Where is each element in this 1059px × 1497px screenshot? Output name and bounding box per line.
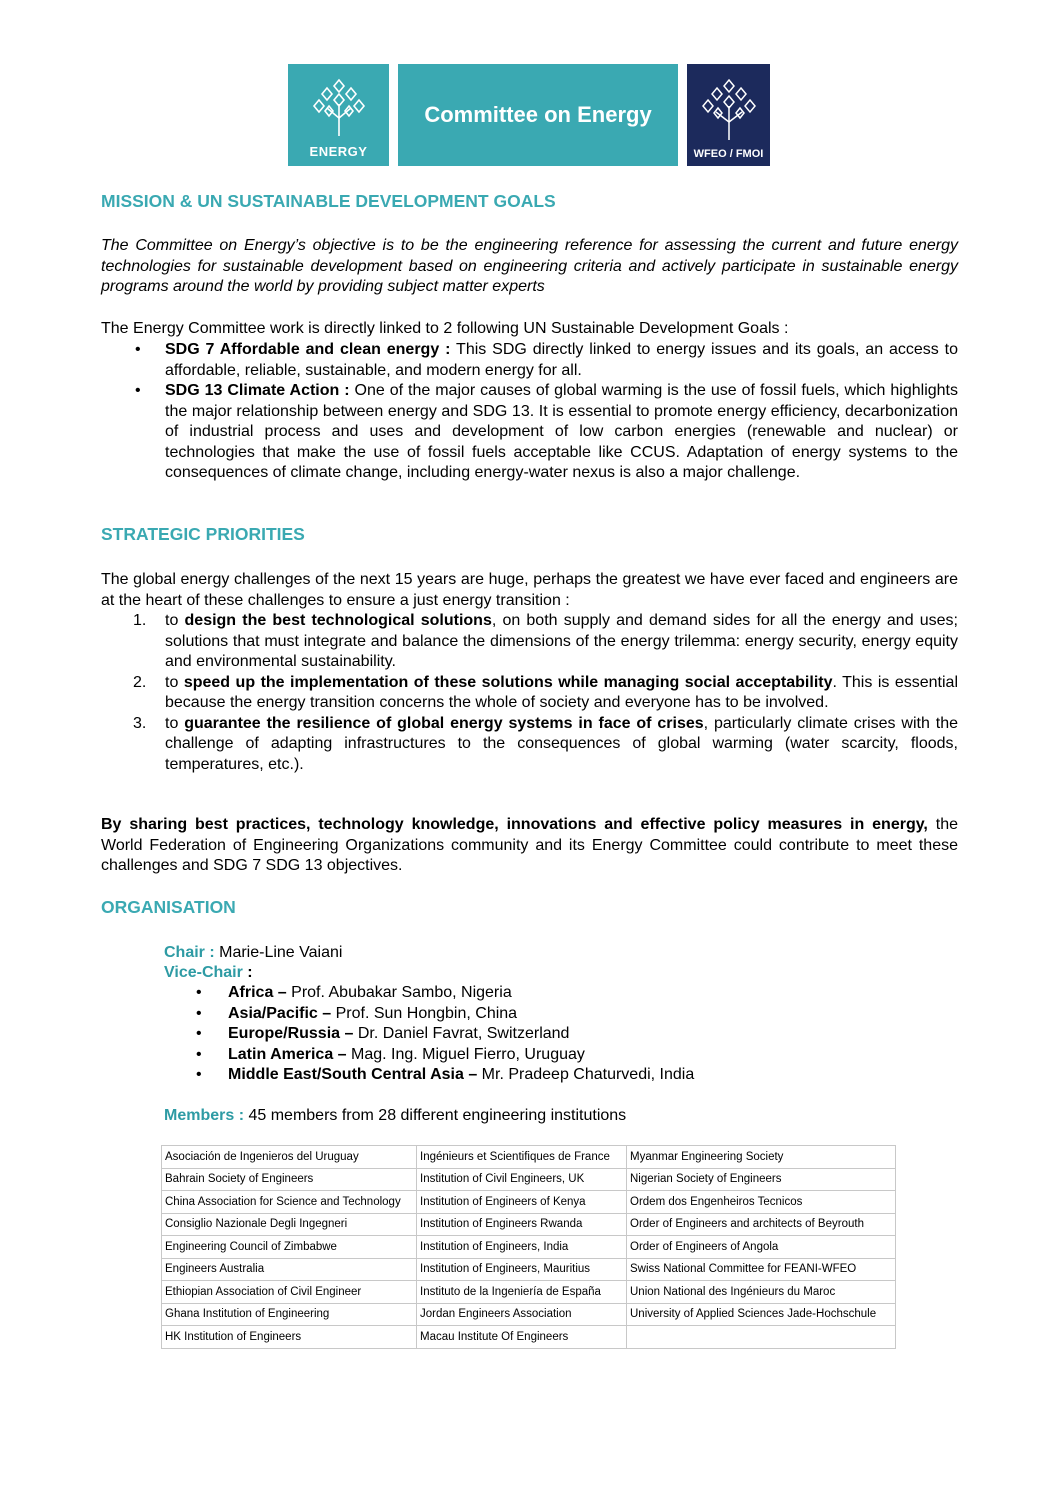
table-row xyxy=(162,1168,896,1191)
table-row xyxy=(162,1303,896,1326)
sdg-text: This SDG directly linked to energy issues and its goals, an access to affordable, reliable, sustainable, and modern energy for all. xyxy=(165,341,959,379)
priority-bold: speed up the implementation of these solutions while managing social acceptability xyxy=(183,673,833,691)
chair-name: Marie-Line Vaiani xyxy=(214,944,343,961)
table-cell: Institution of Engineers of Kenya xyxy=(417,1191,627,1214)
table-cell xyxy=(627,1326,896,1349)
vice-chair-line xyxy=(164,963,958,984)
vice-chair-item xyxy=(228,1004,1059,1025)
strategic-intro: The global energy challenges of the next 15 years are huge, perhaps the greatest we have ever faced and engineers are at the heart of these challenges to ensure a just energy transition : xyxy=(101,571,958,609)
table-cell: Ghana Institution of Engineering xyxy=(162,1303,417,1326)
sdg-item xyxy=(165,340,958,381)
energy-logo xyxy=(288,64,389,166)
mission-heading: MISSION & UN SUSTAINABLE DEVELOPMENT GOALS xyxy=(101,191,556,211)
vice-chair-item xyxy=(228,1024,1059,1045)
table-row xyxy=(162,1146,896,1169)
table-cell: Macau Institute Of Engineers xyxy=(417,1326,627,1349)
table-cell: Ordem dos Engenheiros Tecnicos xyxy=(627,1191,896,1214)
members-text: 45 members from 28 different engineering institutions xyxy=(244,1107,627,1124)
table-row xyxy=(162,1236,896,1259)
members-table xyxy=(161,1145,896,1349)
priority-pre: to xyxy=(165,612,185,629)
table-cell: Nigerian Society of Engineers xyxy=(627,1168,896,1191)
vice-region: Latin America – xyxy=(228,1045,347,1063)
priority-item xyxy=(133,611,959,673)
closing-bold: By sharing best practices, technology knowledge, innovations and effective policy measures in energy, xyxy=(101,816,928,833)
energy-logo-label: ENERGY xyxy=(309,144,368,159)
vice-region: Europe/Russia – xyxy=(228,1025,354,1042)
header-banner xyxy=(288,64,770,166)
priority-bold: design the best technological solutions xyxy=(184,612,492,629)
table-cell: China Association for Science and Technology xyxy=(162,1191,417,1214)
table-row xyxy=(162,1326,896,1349)
table-cell: Union National des Ingénieurs du Maroc xyxy=(627,1281,896,1304)
table-cell: Engineers Australia xyxy=(162,1258,417,1281)
vice-chair-item xyxy=(228,983,1059,1004)
table-cell: Institution of Engineers, Mauritius xyxy=(417,1258,627,1281)
sdg-title: SDG 13 Climate Action : xyxy=(165,382,350,399)
mission-objective: The Committee on Energy’s objective is to be the engineering reference for assessing the current and future energy technologies for sustainable development based on engineering criteria and actively participate in sustainable energy programs around the world by providing subject matter experts xyxy=(101,237,958,295)
closing-paragraph xyxy=(101,815,958,877)
priority-pre: to xyxy=(165,714,185,732)
table-cell: Institution of Civil Engineers, UK xyxy=(417,1168,627,1191)
vice-name: Mr. Pradeep Chaturvedi, India xyxy=(477,1066,695,1083)
table-cell: Ingénieurs et Scientifiques de France xyxy=(417,1146,627,1169)
table-cell: Order of Engineers and architects of Beyrouth xyxy=(627,1213,896,1236)
table-row xyxy=(162,1213,896,1236)
members-line xyxy=(164,1106,958,1127)
table-row xyxy=(162,1191,896,1214)
priority-text: , particularly climate crises with the challenge of adapting infrastructures to the consequences of global warming (water scarcity, floods, temperatures, etc.). xyxy=(165,714,959,773)
table-cell: University of Applied Sciences Jade-Hochschule xyxy=(627,1303,896,1326)
priority-bold: guarantee the resilience of global energy systems in face of crises xyxy=(184,714,704,732)
table-cell: Institution of Engineers Rwanda xyxy=(417,1213,627,1236)
priority-text: . This is essential because the energy transition concerns the whole of society and everyone has to be involved. xyxy=(165,673,958,711)
sdg-title: SDG 7 Affordable and clean energy : xyxy=(165,341,451,358)
priority-item xyxy=(133,673,958,714)
priority-number: 1. xyxy=(133,612,147,629)
vice-chair-item xyxy=(228,1045,1059,1066)
table-row xyxy=(162,1258,896,1281)
sdg-text: One of the major causes of global warming is the use of fossil fuels, which highlights the major relationship between energy and SDG 13. It is essential to promote energy efficiency, decarbonization of industrial process and uses and development of low carbon energies (renewable and nuclear) or technologies that make the use of fossil fuels acceptable like CCUS. Adaptation of energy systems to the consequences of climate change, including energy-water nexus is also a major challenge. xyxy=(165,382,958,481)
table-cell: Swiss National Committee for FEANI-WFEO xyxy=(627,1258,896,1281)
organisation-heading: ORGANISATION xyxy=(101,897,236,917)
vice-region: Asia/Pacific – xyxy=(228,1004,332,1022)
table-cell: HK Institution of Engineers xyxy=(162,1326,417,1349)
mission-intro: The Energy Committee work is directly linked to 2 following UN Sustainable Development Goals : xyxy=(101,320,789,337)
table-cell: Order of Engineers of Angola xyxy=(627,1236,896,1259)
strategic-heading: STRATEGIC PRIORITIES xyxy=(101,524,305,544)
vice-name: Mag. Ing. Miguel Fierro, Uruguay xyxy=(346,1045,585,1063)
sdg-list xyxy=(101,340,958,484)
table-row xyxy=(162,1281,896,1304)
priority-text: , on both supply and demand sides for all the energy and uses; solutions that must integrate and balance the dimensions of the energy trilemma: energy security, energy equity and environmental sustainability. xyxy=(165,612,959,670)
vice-name: Prof. Abubakar Sambo, Nigeria xyxy=(286,984,512,1001)
members-label: Members : xyxy=(164,1107,245,1124)
chair-label: Chair : xyxy=(164,944,215,961)
wfeo-logo xyxy=(687,64,770,166)
priority-item xyxy=(133,714,959,776)
table-cell: Bahrain Society of Engineers xyxy=(162,1168,417,1191)
table-cell: Institution of Engineers, India xyxy=(417,1236,627,1259)
table-cell: Engineering Council of Zimbabwe xyxy=(162,1236,417,1259)
closing-text: the World Federation of Engineering Organizations community and its Energy Committee could contribute to meet these challenges and SDG 7 SDG 13 objectives. xyxy=(101,816,959,874)
priority-number: 3. xyxy=(133,714,147,732)
table-cell: Ethiopian Association of Civil Engineer xyxy=(162,1281,417,1304)
wfeo-tree-icon xyxy=(698,76,760,142)
table-cell: Myanmar Engineering Society xyxy=(627,1146,896,1169)
wfeo-logo-label: WFEO / FMOI xyxy=(693,148,764,160)
table-cell: Consiglio Nazionale Degli Ingegneri xyxy=(162,1213,417,1236)
vice-region: Middle East/South Central Asia – xyxy=(228,1066,478,1083)
tree-icon xyxy=(307,74,371,138)
vice-chair-item xyxy=(228,1065,1059,1086)
vice-chair-label: Vice-Chair xyxy=(164,964,243,981)
banner-title: Committee on Energy xyxy=(424,102,652,127)
chair-line xyxy=(164,943,958,964)
priority-number: 2. xyxy=(133,673,147,691)
sdg-item xyxy=(165,381,958,484)
priorities-list xyxy=(101,611,958,775)
vice-chair-colon: : xyxy=(242,964,253,981)
table-cell: Jordan Engineers Association xyxy=(417,1303,627,1326)
vice-chairs-list xyxy=(101,983,1059,1086)
vice-region: Africa – xyxy=(228,984,287,1001)
priority-pre: to xyxy=(165,673,184,691)
vice-name: Dr. Daniel Favrat, Switzerland xyxy=(353,1025,570,1042)
table-cell: Instituto de la Ingeniería de España xyxy=(417,1281,627,1304)
committee-banner xyxy=(398,64,678,166)
table-cell: Asociación de Ingenieros del Uruguay xyxy=(162,1146,417,1169)
vice-name: Prof. Sun Hongbin, China xyxy=(331,1004,518,1022)
